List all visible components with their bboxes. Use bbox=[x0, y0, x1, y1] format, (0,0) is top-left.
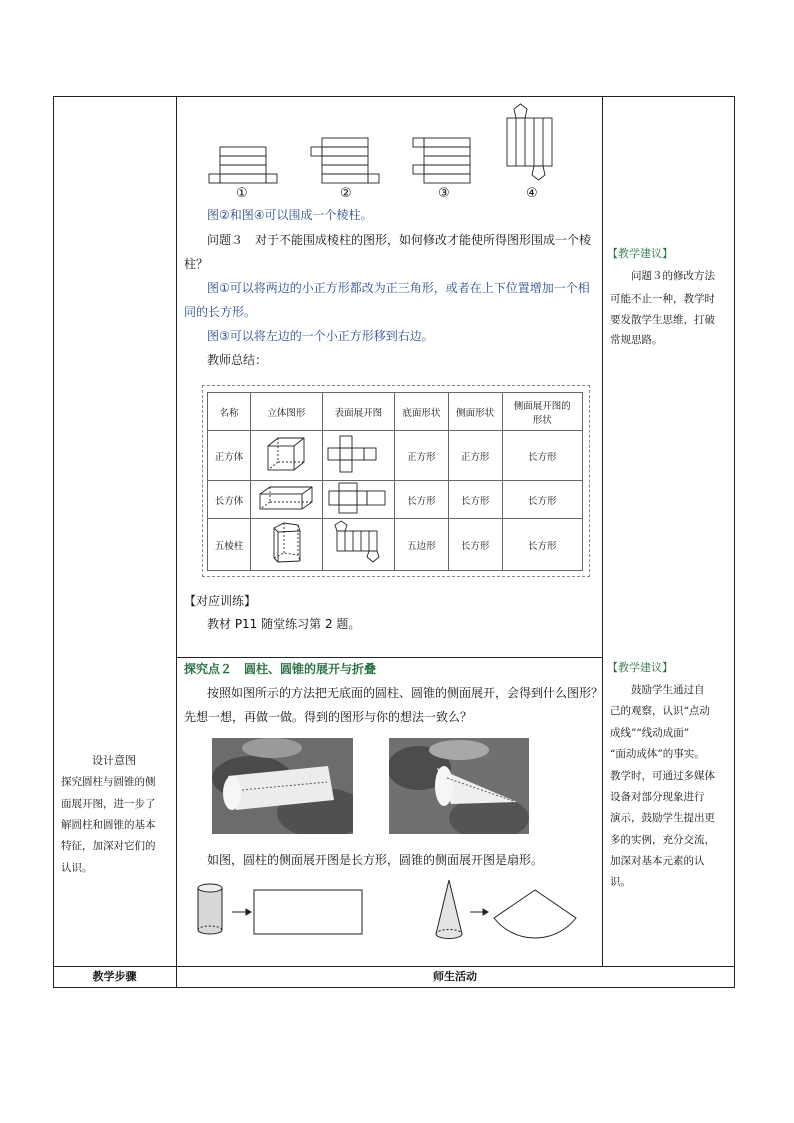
pentagonal-prism-solid-figure bbox=[266, 520, 306, 566]
row-side-unfold: 长方形 bbox=[502, 481, 582, 519]
row-side: 长方形 bbox=[448, 519, 502, 571]
suggestion-2-line: 鼓励学生通过自 bbox=[631, 684, 705, 696]
cone-unrolling-photo bbox=[389, 738, 529, 834]
fix-1-line-2: 同的长方形。 bbox=[184, 305, 257, 319]
row-name: 五棱柱 bbox=[208, 519, 251, 571]
cube-net-cell bbox=[322, 431, 394, 481]
row-name: 长方体 bbox=[208, 481, 251, 519]
cube-solid-cell bbox=[251, 431, 323, 481]
suggestion-2-line: 识。 bbox=[610, 876, 631, 888]
question-3-line-1: 问题３ 对于不能围成棱柱的图形，如何修改才能使所得图形围成一个棱 bbox=[207, 233, 592, 247]
pentagonal-prism-net-cell bbox=[322, 519, 394, 571]
header-base: 底面形状 bbox=[395, 393, 449, 431]
suggestion-2-line: 己的观察，认识“点动 bbox=[610, 705, 710, 717]
net-label-3: ③ bbox=[438, 186, 450, 201]
header-side-unfold: 侧面展开图的形状 bbox=[502, 393, 582, 431]
net-label-1: ① bbox=[236, 186, 248, 201]
arrow-icon bbox=[232, 909, 251, 915]
exploration-2-title: 探究点２ 圆柱、圆锥的展开与折叠 bbox=[184, 662, 377, 676]
design-intent-line: 特征，加深对它们的 bbox=[61, 840, 156, 852]
header-net: 表面展开图 bbox=[322, 393, 394, 431]
row-side-unfold: 长方形 bbox=[502, 431, 582, 481]
header-name: 名称 bbox=[208, 393, 251, 431]
footer-teaching-steps: 教学步骤 bbox=[92, 970, 137, 983]
cube-net-figure bbox=[325, 434, 391, 474]
suggestion-2-line: “面动成体”的事实。 bbox=[610, 748, 705, 760]
net-2 bbox=[311, 138, 379, 183]
suggestion-2-line: 加深对基本元素的认 bbox=[610, 855, 705, 867]
header-solid: 立体图形 bbox=[251, 393, 323, 431]
net-label-2: ② bbox=[340, 186, 352, 201]
teaching-suggestion-title-2: 【教学建议】 bbox=[607, 661, 673, 674]
table-row bbox=[208, 431, 583, 481]
suggestion-2-line: 演示，鼓励学生提出更 bbox=[610, 812, 715, 824]
design-intent-line: 面展开图，进一步了 bbox=[61, 798, 156, 810]
teaching-suggestion-title-1: 【教学建议】 bbox=[607, 247, 673, 260]
sector-figure bbox=[494, 890, 576, 938]
prism-nets-figure bbox=[200, 100, 560, 205]
cube-solid-figure bbox=[258, 434, 314, 474]
suggestion-2-line: 教学时，可通过多媒体 bbox=[610, 770, 715, 782]
summary-label: 教师总结： bbox=[207, 353, 268, 367]
exploration-2-intro-line-2: 先想一想，再做一做。得到的图形与你的想法一致么？ bbox=[184, 710, 473, 724]
row-base: 五边形 bbox=[395, 519, 449, 571]
suggestion-1-line: 可能不止一种，教学时 bbox=[610, 293, 715, 305]
cylinder-cone-unfold-diagram bbox=[190, 878, 590, 948]
row-base: 正方形 bbox=[395, 431, 449, 481]
header-side: 侧面形状 bbox=[448, 393, 502, 431]
cone-figure bbox=[436, 880, 462, 939]
question-3-line-2: 柱？ bbox=[184, 257, 209, 271]
suggestion-2-line: 成线”“线动成面” bbox=[610, 727, 690, 739]
rectangle-figure bbox=[254, 890, 362, 934]
net-label-4: ④ bbox=[526, 186, 538, 201]
cylinder-figure bbox=[198, 884, 222, 934]
training-title: 【对应训练】 bbox=[184, 594, 257, 608]
row-side: 长方形 bbox=[448, 481, 502, 519]
cuboid-net-cell bbox=[322, 481, 394, 519]
design-intent-title: 设计意图 bbox=[92, 754, 136, 767]
row-name: 正方体 bbox=[208, 431, 251, 481]
footer-teacher-student-activity: 师生活动 bbox=[433, 970, 477, 983]
summary-table bbox=[207, 392, 583, 571]
suggestion-2-line: 多的实例，充分交流， bbox=[610, 834, 715, 846]
table-row bbox=[208, 519, 583, 571]
exploration-2-conclusion: 如图，圆柱的侧面展开图是长方形，圆锥的侧面展开图是扇形。 bbox=[207, 853, 544, 867]
pentagonal-prism-net-figure bbox=[327, 519, 389, 567]
arrow-icon bbox=[470, 909, 488, 915]
answer-text: 图②和图④可以围成一个棱柱。 bbox=[207, 208, 373, 222]
exploration-2-intro-line-1: 按照如图所示的方法把无底面的圆柱、圆锥的侧面展开，会得到什么图形？ bbox=[207, 686, 604, 700]
cuboid-solid-figure bbox=[256, 483, 316, 513]
net-1 bbox=[209, 147, 277, 183]
fix-1-line-1: 图①可以将两边的小正方形都改为正三角形，或者在上下位置增加一个相 bbox=[207, 281, 590, 295]
cuboid-net-figure bbox=[325, 481, 391, 515]
design-intent-line: 探究圆柱与圆锥的侧 bbox=[61, 776, 156, 788]
row-base: 长方形 bbox=[395, 481, 449, 519]
row-side-unfold: 长方形 bbox=[502, 519, 582, 571]
suggestion-1-line: 要发散学生思维，打破 bbox=[610, 314, 715, 326]
cylinder-unrolling-photo bbox=[212, 738, 353, 834]
net-4 bbox=[507, 104, 552, 180]
row-side: 正方形 bbox=[448, 431, 502, 481]
suggestion-2-line: 设备对部分现象进行 bbox=[610, 791, 705, 803]
table-row bbox=[208, 481, 583, 519]
pentagonal-prism-solid-cell bbox=[251, 519, 323, 571]
fix-3-text: 图③可以将左边的一个小正方形移到右边。 bbox=[207, 329, 434, 343]
suggestion-1-line: 问题３的修改方法 bbox=[631, 270, 715, 282]
cuboid-solid-cell bbox=[251, 481, 323, 519]
design-intent-line: 解圆柱和圆锥的基本 bbox=[61, 819, 156, 831]
design-intent-line: 认识。 bbox=[61, 862, 93, 874]
net-3 bbox=[413, 138, 470, 183]
training-content: 教材 P11 随堂练习第 2 题。 bbox=[207, 617, 361, 631]
suggestion-1-line: 常规思路。 bbox=[610, 334, 663, 346]
